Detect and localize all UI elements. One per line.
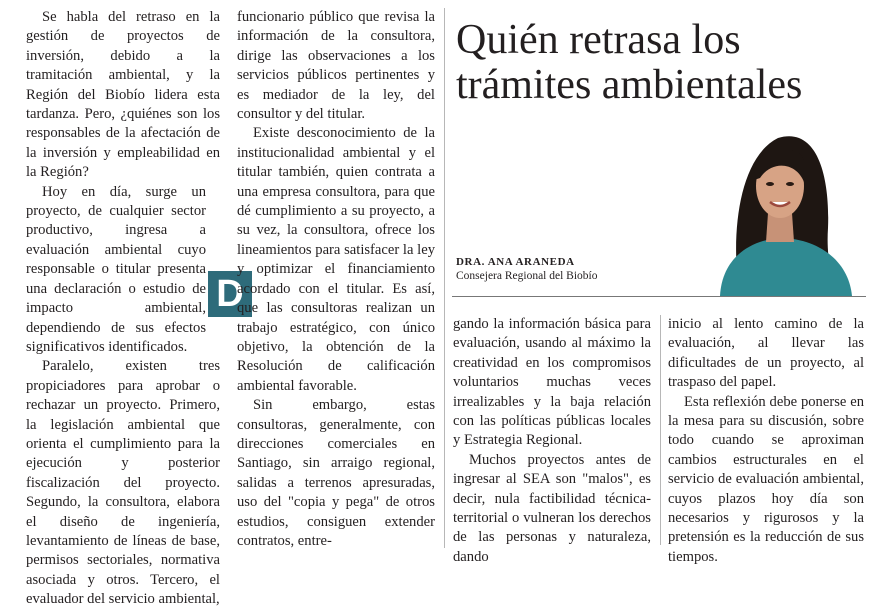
paragraph: Se habla del retraso en la gestión de proyectos de inversión, debido a la tramitación ambiental, y la Región del Biobío lidera esta tardanza. Pero, ¿quiénes son los responsables de la afectación de la inversión y empleabilidad en la Región?	[26, 9, 220, 181]
paragraph: Sin embargo, estas consultoras, generalmente, con direcciones comerciales en Santiago, sin arraigo regional, salidas a terrenos apresuradas, uso del "copia y pega" de otros estudios, consiguen extender contratos, entre-	[237, 397, 435, 549]
column-divider	[444, 8, 445, 548]
article-column-1	[26, 8, 220, 610]
drop-cap: D	[208, 271, 252, 317]
author-portrait	[700, 118, 860, 296]
paragraph: Existe desconocimiento de la institucionalidad ambiental y el titular también, quien contrata a una empresa consultora, para que dé cumplimiento a su proyecto, a su vez, la consultora, ofrece los lineamientos para satisfacer la ley y optimizar el financiamiento acordado con el titular. Es así, que las consultoras realizan un trabajo estratégico, con único objetivo, la obtención de la Resolución de calificación ambiental favorable.	[237, 125, 435, 394]
paragraph: Muchos proyectos antes de ingresar al SEA son "malos", es decir, nula factibilidad técnica-territorial o vulneran los derechos de las personas y naturaleza, dando	[453, 451, 651, 565]
paragraph: inicio al lento camino de la evaluación, al llevar las dificultades de un proyecto, al traspaso del papel.	[668, 316, 864, 391]
article-column-4	[668, 315, 864, 567]
paragraph: Paralelo, existen tres propiciadores para aprobar o rechazar un proyecto. Primero, la legislación ambiental que orienta el cumplimiento para la ejecución y posterior fiscalización del proyecto. Segundo, la consultora, elabora el diseño de ingeniería, levantamiento de líneas de base, permisos sectoriales, normativa asociada y otros. Tercero, el evaluador del servicio ambiental,	[26, 358, 220, 608]
paragraph: Esta reflexión debe ponerse en la mesa para su discusión, sobre todo cuando se aproximan cambios estructurales en el servicio de evaluación ambiental, cuyos plazos hoy día son necesarios y rigurosos y la pretensión es la reducción de sus tiempos.	[668, 393, 864, 565]
author-role: Consejera Regional del Biobío	[456, 270, 598, 282]
author-name: DRA. ANA ARANEDA	[456, 256, 575, 268]
paragraph: funcionario público que revisa la información de la consultora, dirige las observaciones a los servicios públicos pertinentes y es mediador de la ley, del consultor y del titular.	[237, 9, 435, 123]
column-divider-lower	[660, 315, 661, 545]
byline-rule	[452, 296, 866, 297]
headline: Quién retrasa los trámites ambientales	[456, 17, 803, 108]
paragraph: Hoy en día, surge un proyecto, de cualquier sector productivo, ingresa a evaluación ambiental cuyo responsable o titular presenta una declaración o estudio de impacto ambiental, dependiendo de sus efectos significativos identificados.	[26, 183, 206, 355]
paragraph: gando la información básica para evaluación, usando al máximo la creatividad en los compromisos voluntarios muchas veces irrealizables y la baja relación con las políticas públicas locales y Estrategia Regional.	[453, 316, 651, 449]
article-column-2	[237, 8, 435, 551]
article-column-3	[453, 315, 651, 567]
